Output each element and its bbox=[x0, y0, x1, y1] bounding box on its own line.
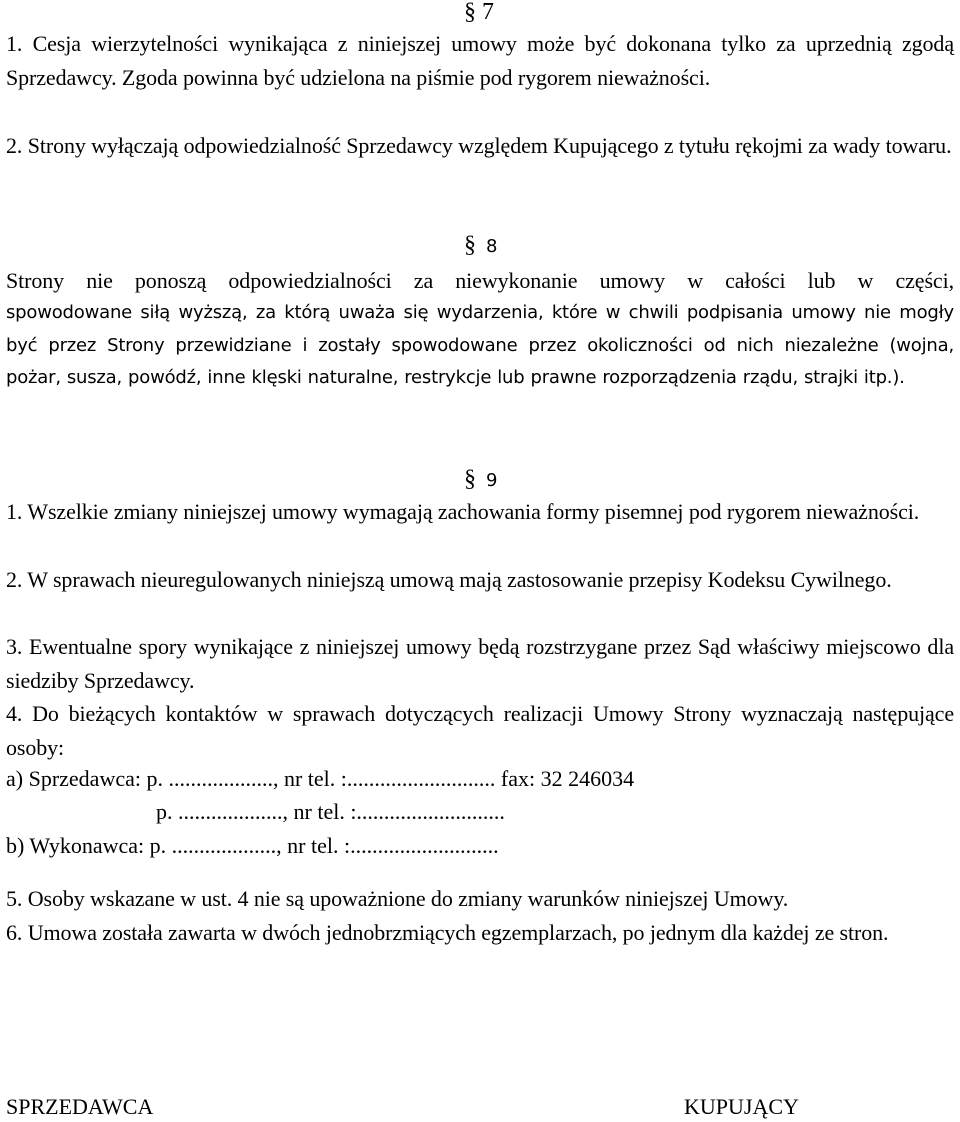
section-9-item-2: 2. W sprawach nieuregulowanych niniejszą umową mają zastosowanie przepisy Kodeksu Cywilnego. bbox=[6, 567, 892, 592]
section-9-heading bbox=[464, 465, 497, 495]
seller-contact-line-1: a) Sprzedawca: p. ..................., nr tel. :........................... fax: 32 246034 bbox=[6, 766, 635, 791]
section-8-lead: Strony nie ponoszą odpowiedzialności za niewykonanie umowy w całości lub w części, bbox=[6, 268, 954, 293]
section-7-heading bbox=[464, 0, 494, 26]
section-symbol: § bbox=[464, 232, 476, 258]
section-number: 9 bbox=[486, 470, 498, 491]
section-number: 8 bbox=[486, 236, 498, 257]
seller-signature-label: SPRZEDAWCA bbox=[6, 1094, 154, 1119]
section-9-item-4: 4. Do bieżących kontaktów w sprawach dotyczących realizacji Umowy Strony wyznaczają następujące osoby: bbox=[6, 701, 954, 760]
section-8-body: spowodowane siłą wyższą, za którą uważa się wydarzenia, które w chwili podpisania umowy nie mogły być przez Strony przewidziane i zostały spowodowane przez okoliczności od nich niezależne (wojna, pożar, susza, powódź, inne klęski naturalne, restrykcje lub prawne rozporządzenia rządu, strajki itp.). bbox=[6, 302, 954, 388]
section-8-heading bbox=[464, 231, 497, 261]
section-symbol: § bbox=[464, 0, 476, 25]
section-7-item-2: 2. Strony wyłączają odpowiedzialność Sprzedawcy względem Kupującego z tytułu rękojmi za wady towaru. bbox=[6, 133, 952, 158]
seller-contact-line-2: p. ..................., nr tel. :........................... bbox=[156, 799, 505, 824]
section-9-item-1: 1. Wszelkie zmiany niniejszej umowy wymagają zachowania formy pisemnej pod rygorem nieważności. bbox=[6, 499, 920, 524]
section-9-item-5: 5. Osoby wskazane w ust. 4 nie są upoważnione do zmiany warunków niniejszej Umowy. bbox=[6, 886, 789, 911]
section-9-item-3: 3. Ewentualne spory wynikające z niniejszej umowy będą rozstrzygane przez Sąd właściwy miejscowo dla siedziby Sprzedawcy. bbox=[6, 634, 954, 693]
section-7-item-1: 1. Cesja wierzytelności wynikająca z niniejszej umowy może być dokonana tylko za uprzednią zgodą Sprzedawcy. Zgoda powinna być udzielona na piśmie pod rygorem nieważności. bbox=[6, 31, 954, 90]
contractor-contact-line: b) Wykonawca: p. ..................., nr tel. :........................... bbox=[6, 833, 499, 858]
section-symbol: § bbox=[464, 466, 476, 492]
section-9-item-6: 6. Umowa została zawarta w dwóch jednobrzmiących egzemplarzach, po jednym dla każdej ze stron. bbox=[6, 920, 889, 945]
buyer-signature-label: KUPUJĄCY bbox=[684, 1094, 799, 1119]
section-number: 7 bbox=[482, 0, 494, 25]
